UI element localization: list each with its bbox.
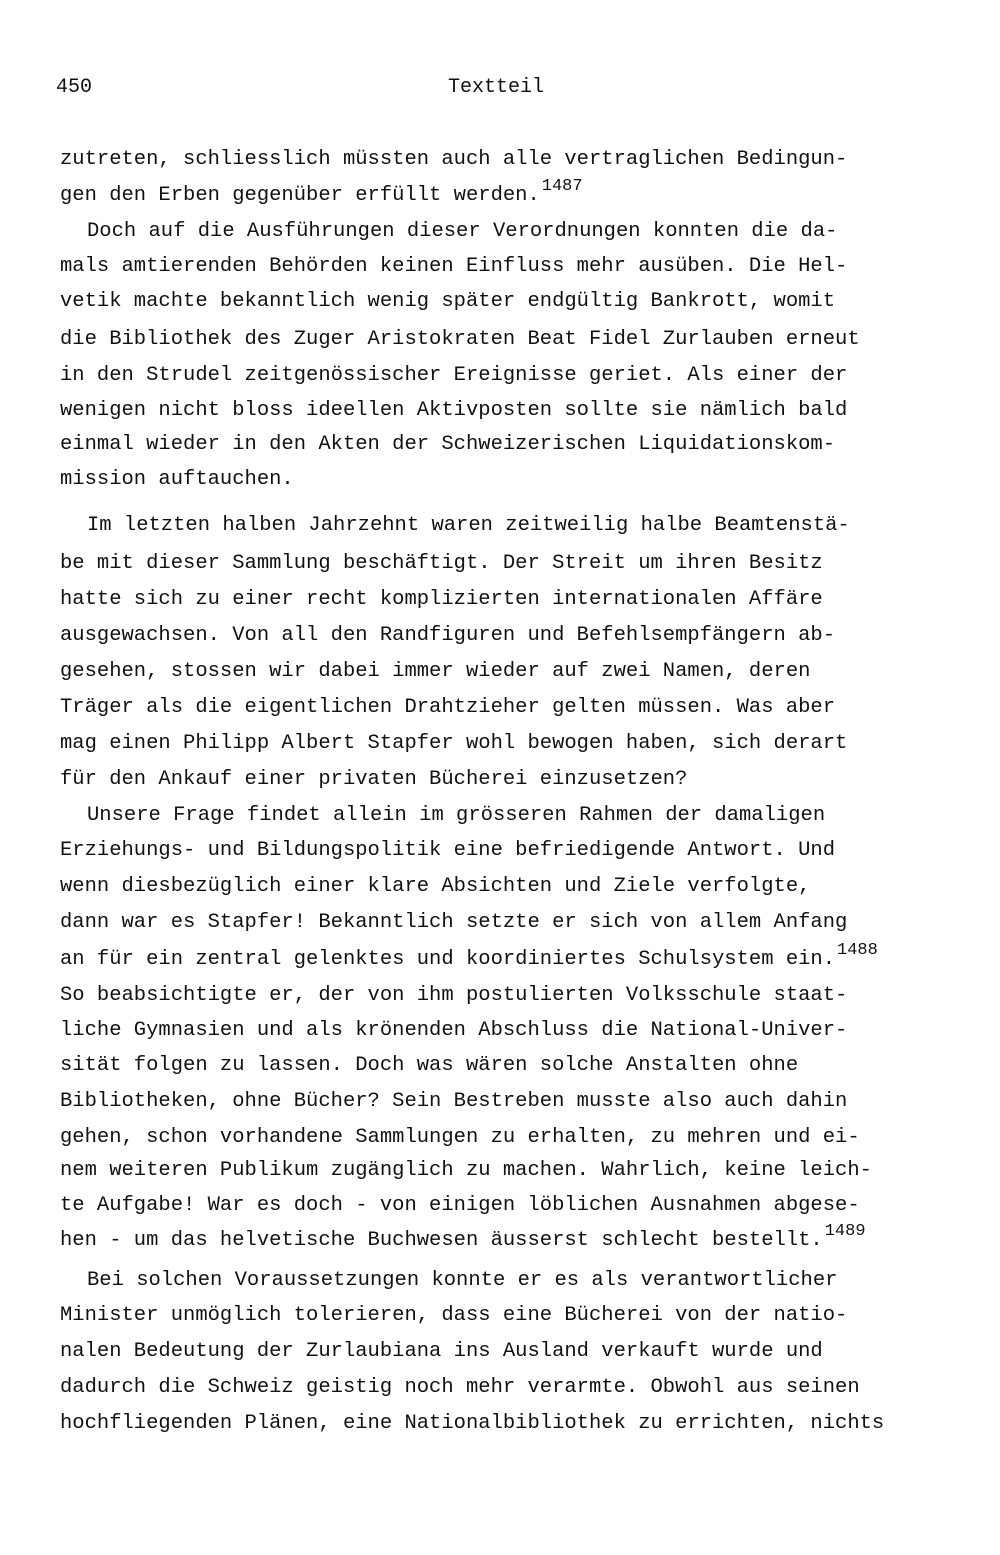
text-line: hatte sich zu einer recht komplizierten internationalen Affäre <box>60 588 823 611</box>
text-line: für den Ankauf einer privaten Bücherei einzusetzen? <box>60 768 688 791</box>
page-header <box>0 76 1000 102</box>
text-line: Bibliotheken, ohne Bücher? Sein Bestreben musste also auch dahin <box>60 1090 848 1113</box>
text-line: dadurch die Schweiz geistig noch mehr verarmte. Obwohl aus seinen <box>60 1376 860 1399</box>
text-line: te Aufgabe! War es doch - von einigen löblichen Ausnahmen abgese- <box>60 1194 860 1217</box>
footnote-ref: 1489 <box>824 1222 866 1241</box>
text-line: Erziehungs- und Bildungspolitik eine befriedigende Antwort. Und <box>60 839 836 862</box>
text-line: Träger als die eigentlichen Drahtzieher gelten müssen. Was aber <box>60 696 836 719</box>
text-line: mag einen Philipp Albert Stapfer wohl bewogen haben, sich derart <box>60 732 848 755</box>
text-line: ausgewachsen. Von all den Randfiguren und Befehlsempfängern ab- <box>60 624 836 647</box>
text-line: gesehen, stossen wir dabei immer wieder auf zwei Namen, deren <box>60 660 811 683</box>
text-line: Doch auf die Ausführungen dieser Verordnungen konnten die da- <box>87 220 838 243</box>
text-line-content: an für ein zentral gelenktes und koordiniertes Schulsystem ein. <box>60 948 836 971</box>
text-line: nalen Bedeutung der Zurlaubiana ins Ausland verkauft wurde und <box>60 1340 823 1363</box>
text-line: mission auftauchen. <box>60 468 294 491</box>
page-number: 450 <box>56 76 93 99</box>
text-line: be mit dieser Sammlung beschäftigt. Der Streit um ihren Besitz <box>60 552 823 575</box>
text-line: Bei solchen Voraussetzungen konnte er es als verantwortlicher <box>87 1269 838 1292</box>
text-line <box>60 177 583 207</box>
text-line <box>60 941 878 971</box>
text-line: die Bibliothek des Zuger Aristokraten Beat Fidel Zurlauben erneut <box>60 328 860 351</box>
text-line: zutreten, schliesslich müssten auch alle vertraglichen Bedingun- <box>60 148 848 171</box>
text-line: einmal wieder in den Akten der Schweizerischen Liquidationskom- <box>60 433 836 456</box>
running-title: Textteil <box>448 76 545 99</box>
text-line: dann war es Stapfer! Bekanntlich setzte er sich von allem Anfang <box>60 911 848 934</box>
text-line: nem weiteren Publikum zugänglich zu machen. Wahrlich, keine leich- <box>60 1159 872 1182</box>
text-line-content: hen - um das helvetische Buchwesen äusserst schlecht bestellt. <box>60 1229 823 1252</box>
text-line: Minister unmöglich tolerieren, dass eine Bücherei von der natio- <box>60 1304 848 1327</box>
text-line: sität folgen zu lassen. Doch was wären solche Anstalten ohne <box>60 1054 799 1077</box>
text-line <box>60 1222 866 1252</box>
text-line: in den Strudel zeitgenössischer Ereignisse geriet. Als einer der <box>60 364 848 387</box>
text-line: mals amtierenden Behörden keinen Einfluss mehr ausüben. Die Hel- <box>60 255 848 278</box>
text-line: Im letzten halben Jahrzehnt waren zeitweilig halbe Beamtenstä- <box>87 514 850 537</box>
text-line-content: gen den Erben gegenüber erfüllt werden. <box>60 184 540 207</box>
footnote-ref: 1487 <box>541 177 583 196</box>
text-line: liche Gymnasien und als krönenden Abschluss die National-Univer- <box>60 1019 848 1042</box>
footnote-ref: 1488 <box>837 941 878 960</box>
text-line: vetik machte bekanntlich wenig später endgültig Bankrott, womit <box>60 290 836 313</box>
text-line: So beabsichtigte er, der von ihm postulierten Volksschule staat- <box>60 984 848 1007</box>
text-line: wenigen nicht bloss ideellen Aktivposten sollte sie nämlich bald <box>60 399 848 422</box>
text-line: Unsere Frage findet allein im grösseren Rahmen der damaligen <box>87 804 826 827</box>
text-line: hochfliegenden Plänen, eine Nationalbibliothek zu errichten, nichts <box>60 1412 885 1435</box>
text-line: gehen, schon vorhandene Sammlungen zu erhalten, zu mehren und ei- <box>60 1126 860 1149</box>
text-line: wenn diesbezüglich einer klare Absichten und Ziele verfolgte, <box>60 875 811 898</box>
